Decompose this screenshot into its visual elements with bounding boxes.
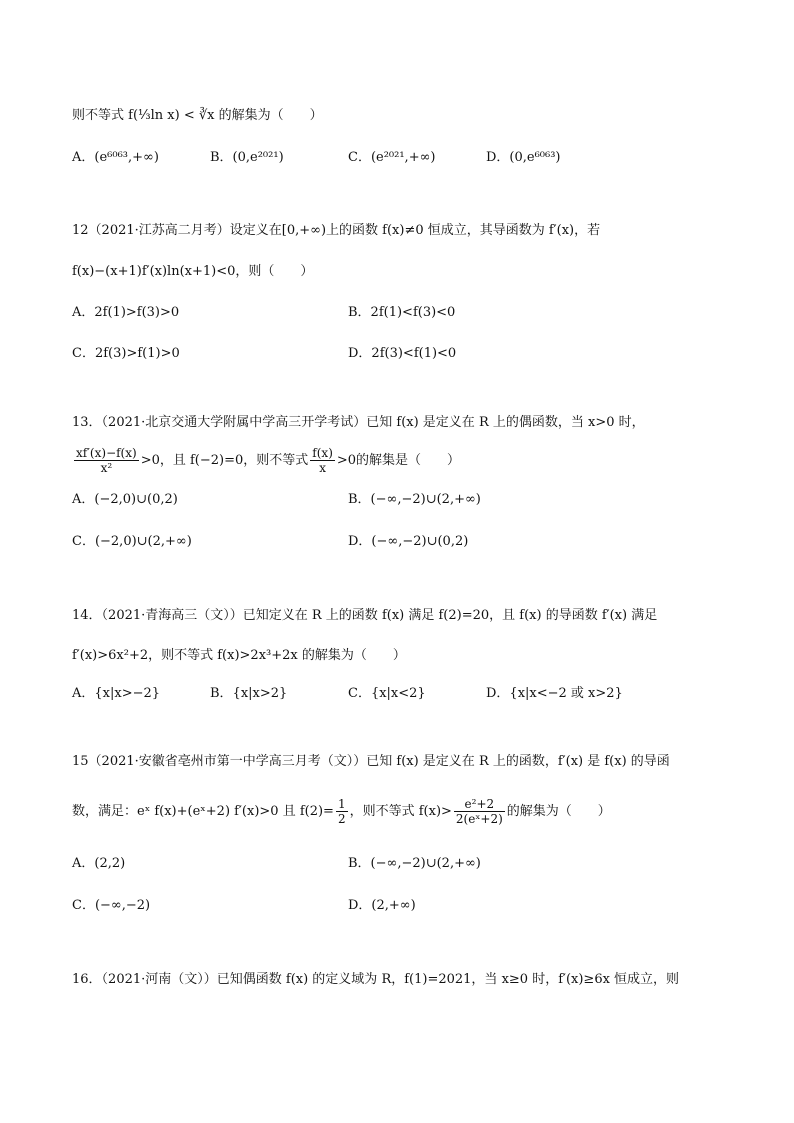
q12-line-2: f(x)−(x+1)f′(x)ln(x+1)<0，则（ ）	[72, 264, 314, 279]
q15-fraction-numerator: e²+2	[454, 797, 505, 812]
q13-fraction-2-numerator: f(x)	[312, 446, 333, 460]
q12-option-d: D．2f(3)<f(1)<0	[348, 346, 457, 361]
q15-condition-text: 数，满足：eˣ f(x)+(eˣ+2) f′(x)>0 且 f(2)=	[72, 804, 334, 819]
q11-option-d: D．(0,e⁶⁰⁶³)	[486, 150, 561, 165]
q13-tail-text: >0的解集是（ ）	[336, 453, 461, 468]
q14-line-2: f′(x)>6x²+2，则不等式 f(x)>2x³+2x 的解集为（ ）	[72, 648, 406, 663]
q13-fraction-1-numerator: xf′(x)−f(x)	[76, 446, 137, 460]
q15-inequality-fraction	[454, 797, 505, 826]
q12-line-1: 12（2021·江苏高二月考）设定义在[0,+∞)上的函数 f(x)≠0 恒成立，其导函数为 f′(x)，若	[72, 223, 601, 238]
q13-fraction-1-denominator: x²	[100, 461, 113, 475]
q11-option-c: C．(e²⁰²¹,+∞)	[348, 150, 436, 165]
q15-half-denominator: 2	[337, 812, 346, 826]
q15-option-a: A．(2,2)	[72, 856, 126, 871]
q13-line-2	[72, 446, 460, 475]
q13-option-a: A．(−2,0)∪(0,2)	[72, 492, 178, 507]
q12-option-b: B．2f(1)<f(3)<0	[348, 305, 456, 320]
q14-line-1: 14．（2021·青海高三（文））已知定义在 R 上的函数 f(x) 满足 f(2)=20，且 f(x) 的导函数 f′(x) 满足	[72, 608, 658, 623]
q15-option-d: D．(2,+∞)	[348, 898, 416, 913]
q15-half-fraction	[336, 797, 348, 826]
q15-fraction-denominator: 2(eˣ+2)	[455, 812, 503, 826]
q13-option-d: D．(−∞,−2)∪(0,2)	[348, 534, 469, 549]
q15-line-1: 15（2021·安徽省亳州市第一中学高三月考（文））已知 f(x) 是定义在 R 上的函数，f′(x) 是 f(x) 的导函	[72, 754, 670, 769]
q11-stem: 则不等式 f(⅓ln x) < ∛x 的解集为（ ）	[72, 108, 323, 123]
q12-option-a: A．2f(1)>f(3)>0	[72, 305, 180, 320]
q14-option-d: D．{x|x<−2 或 x>2}	[486, 686, 623, 701]
q15-inequality-text: ，则不等式 f(x)>	[349, 804, 452, 819]
q14-option-b: B．{x|x>2}	[210, 686, 288, 701]
q14-option-a: A．{x|x>−2}	[72, 686, 161, 701]
q13-option-c: C．(−2,0)∪(2,+∞)	[72, 534, 192, 549]
q11-option-b: B．(0,e²⁰²¹)	[210, 150, 284, 165]
q13-fraction-2	[310, 446, 335, 475]
q12-option-c: C．2f(3)>f(1)>0	[72, 346, 180, 361]
q13-condition-text: >0，且 f(−2)=0，则不等式	[140, 453, 309, 468]
q15-option-c: C．(−∞,−2)	[72, 898, 151, 913]
q16-line-1: 16．（2021·河南（文））已知偶函数 f(x) 的定义域为 R，f(1)=2021，当 x≥0 时，f′(x)≥6x 恒成立，则	[72, 972, 680, 987]
q15-line-2	[72, 797, 611, 826]
q15-tail-text: 的解集为（ ）	[506, 804, 611, 819]
q13-fraction-1	[74, 446, 139, 475]
q13-fraction-2-denominator: x	[319, 461, 326, 475]
q15-half-numerator: 1	[337, 797, 346, 811]
q15-option-b: B．(−∞,−2)∪(2,+∞)	[348, 856, 481, 871]
q13-line-1: 13．（2021·北京交通大学附属中学高三开学考试）已知 f(x) 是定义在 R 上的偶函数，当 x>0 时，	[72, 415, 645, 430]
q13-option-b: B．(−∞,−2)∪(2,+∞)	[348, 492, 481, 507]
q14-option-c: C．{x|x<2}	[348, 686, 426, 701]
q11-option-a: A．(e⁶⁰⁶³,+∞)	[72, 150, 159, 165]
